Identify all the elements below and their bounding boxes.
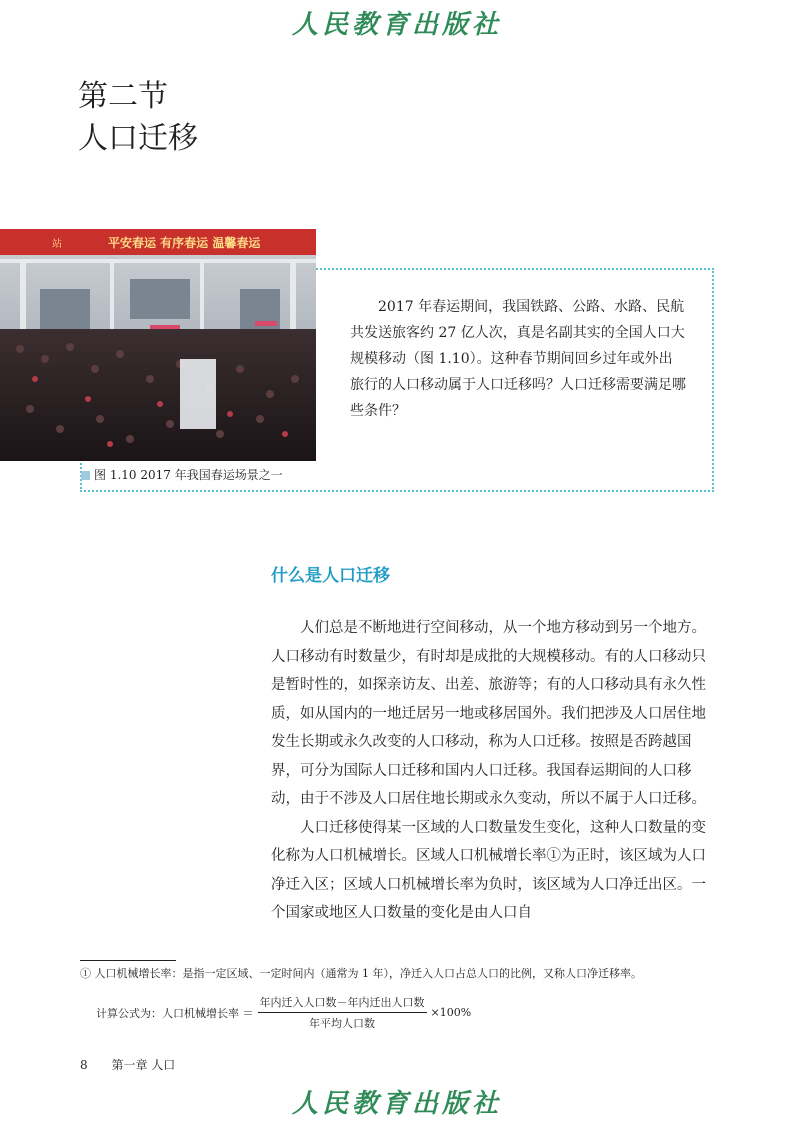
- formula-fraction: [258, 994, 427, 1031]
- caption-marker-icon: [81, 471, 90, 480]
- formula-denominator: 年平均人口数: [309, 1017, 375, 1030]
- intro-paragraph: 2017 年春运期间，我国铁路、公路、水路、民航共发送旅客约 27 亿人次，真是名副其实的全国人口大规模移动（图 1.10）。这种春节期间回乡过年或外出旅行的人口移动属于人口迁移吗？人口迁移需要满足哪些条件？: [350, 299, 686, 419]
- banner-text: 平安春运 有序春运 温馨春运: [108, 236, 261, 250]
- figure-caption: [81, 466, 283, 483]
- footnote: ① 人口机械增长率：是指一定区域、一定时间内（通常为 1 年），净迁入人口占总人口的比例，又称人口净迁移率。: [80, 967, 642, 980]
- formula-label: 计算公式为：人口机械增长率 ＝: [96, 1006, 254, 1020]
- spring-festival-photo: [0, 229, 316, 461]
- station-sign: 站: [52, 239, 62, 250]
- page-number: 8: [80, 1058, 88, 1072]
- formula-numerator: 年内迁入人口数－年内迁出人口数: [258, 994, 427, 1013]
- footnote-divider: [80, 960, 176, 961]
- paragraph: 人口迁移使得某一区域的人口数量发生变化，这种人口数量的变化称为人口机械增长。区域人口机械增长率①为正时，该区域为人口净迁入区；区域人口机械增长率为负时，该区域为人口净迁出区。一个国家或地区人口数量的变化是由人口自: [271, 819, 706, 921]
- figure-caption-text: 图 1.10 2017 年我国春运场景之一: [94, 468, 283, 482]
- formula: [96, 994, 471, 1031]
- section-heading: [78, 76, 198, 160]
- paragraph: 人们总是不断地进行空间移动，从一个地方移动到另一个地方。人口移动有时数量少，有时却是成批的大规模移动。有的人口移动只是暂时性的，如探亲访友、出差、旅游等；有的人口移动具有永久性质，如从国内的一地迁居另一地或移居国外。我们把涉及人口居住地发生长期或永久改变的人口移动，称为人口迁移。按照是否跨越国界，可分为国际人口迁移和国内人口迁移。我国春运期间的人口移动，由于不涉及人口居住地长期或永久变动，所以不属于人口迁移。: [271, 620, 706, 807]
- publisher-logo-top: 人民教育出版社: [291, 10, 502, 40]
- publisher-logo-bottom: 人民教育出版社: [291, 1089, 502, 1119]
- subsection-title: 什么是人口迁移: [271, 566, 390, 586]
- body-text: [271, 614, 707, 928]
- page-footer: [80, 1056, 195, 1073]
- section-title: 人口迁移: [78, 121, 198, 156]
- station-crowd-image: [0, 229, 316, 461]
- formula-multiplier: ×100%: [430, 1006, 472, 1019]
- chapter-label: 第一章 人口: [111, 1058, 176, 1072]
- section-number: 第二节: [78, 79, 168, 114]
